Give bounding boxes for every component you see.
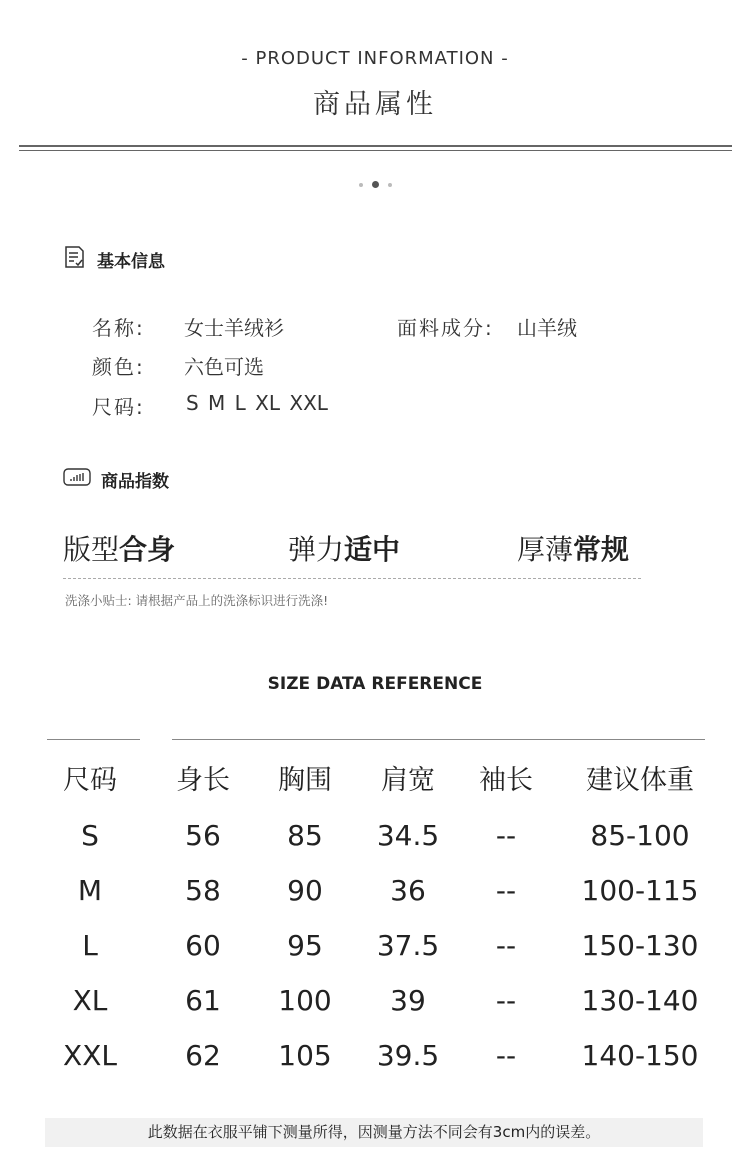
index-item-fit: [63, 528, 175, 568]
carousel-dot[interactable]: [359, 183, 363, 187]
index-value: 合身: [119, 533, 176, 566]
table-cell: 37.5: [376, 929, 440, 962]
table-cell: XL: [72, 984, 108, 1017]
table-cell: 56: [185, 819, 221, 852]
page-title: 商品属性: [313, 89, 437, 120]
table-cell: 95: [287, 929, 323, 962]
size-table-title: SIZE DATA REFERENCE: [267, 674, 483, 694]
table-cell: 100: [278, 984, 332, 1017]
table-cell: --: [495, 819, 517, 852]
basic-info-heading: [63, 245, 165, 274]
table-cell: --: [495, 929, 517, 962]
index-value: 适中: [344, 533, 401, 566]
index-item-thickness: [517, 528, 629, 568]
dashed-divider: [63, 578, 641, 579]
divider: [19, 145, 732, 147]
measurement-note: 此数据在衣服平铺下测量所得，因测量方法不同会有3cm内的误差。: [45, 1118, 703, 1147]
table-cell: 60: [185, 929, 221, 962]
carousel-dot-active[interactable]: [372, 181, 379, 188]
index-row: [63, 528, 663, 568]
table-cell: 61: [185, 984, 221, 1017]
signal-bars-icon: [63, 467, 91, 492]
table-cell: 85: [287, 819, 323, 852]
index-label: 弹力: [288, 533, 345, 566]
table-cell: 34.5: [376, 819, 440, 852]
table-header: 胸围: [278, 765, 332, 796]
index-label: 厚薄: [517, 533, 574, 566]
carousel-dots: [0, 181, 750, 188]
subtitle-en: - PRODUCT INFORMATION -: [241, 48, 509, 69]
fabric-value: 山羊绒: [517, 316, 577, 340]
table-cell: L: [82, 929, 98, 962]
table-header: 身长: [176, 765, 230, 796]
table-cell: 39.5: [376, 1039, 440, 1072]
divider: [19, 150, 732, 151]
table-cell: 85-100: [590, 819, 690, 852]
table-header-rule: [47, 739, 140, 740]
table-cell: 140-150: [581, 1039, 699, 1072]
index-item-elasticity: [288, 528, 400, 568]
table-header: 尺码: [63, 765, 117, 796]
fabric-label: 面料成分:: [397, 316, 494, 340]
name-value: 女士羊绒衫: [184, 316, 284, 340]
size-value: S M L XL XXL: [186, 391, 328, 415]
table-cell: XXL: [63, 1039, 117, 1072]
color-label: 颜色:: [92, 355, 145, 379]
index-label: 版型: [63, 533, 120, 566]
table-cell: --: [495, 984, 517, 1017]
size-label: 尺码:: [92, 395, 145, 419]
table-cell: 105: [278, 1039, 332, 1072]
table-cell: --: [495, 874, 517, 907]
table-cell: S: [81, 819, 99, 852]
table-cell: 39: [390, 984, 426, 1017]
table-cell: 58: [185, 874, 221, 907]
table-cell: 90: [287, 874, 323, 907]
table-cell: 62: [185, 1039, 221, 1072]
table-cell: M: [77, 874, 103, 907]
name-label: 名称:: [92, 316, 145, 340]
table-cell: --: [495, 1039, 517, 1072]
table-header-rule: [172, 739, 705, 740]
wash-tip: 洗涤小贴士: 请根据产品上的洗涤标识进行洗涤!: [65, 593, 329, 608]
table-header: 肩宽: [381, 765, 435, 796]
table-cell: 130-140: [581, 984, 699, 1017]
table-cell: 36: [390, 874, 426, 907]
document-icon: [63, 245, 87, 274]
carousel-dot[interactable]: [388, 183, 392, 187]
color-value: 六色可选: [184, 355, 264, 379]
table-header: 建议体重: [586, 765, 694, 796]
table-header: 袖长: [479, 765, 533, 796]
product-index-title: 商品指数: [101, 472, 169, 492]
product-index-heading: [63, 467, 169, 492]
table-cell: 100-115: [581, 874, 699, 907]
basic-info-title: 基本信息: [97, 252, 165, 272]
index-value: 常规: [573, 533, 630, 566]
table-cell: 150-130: [581, 929, 699, 962]
